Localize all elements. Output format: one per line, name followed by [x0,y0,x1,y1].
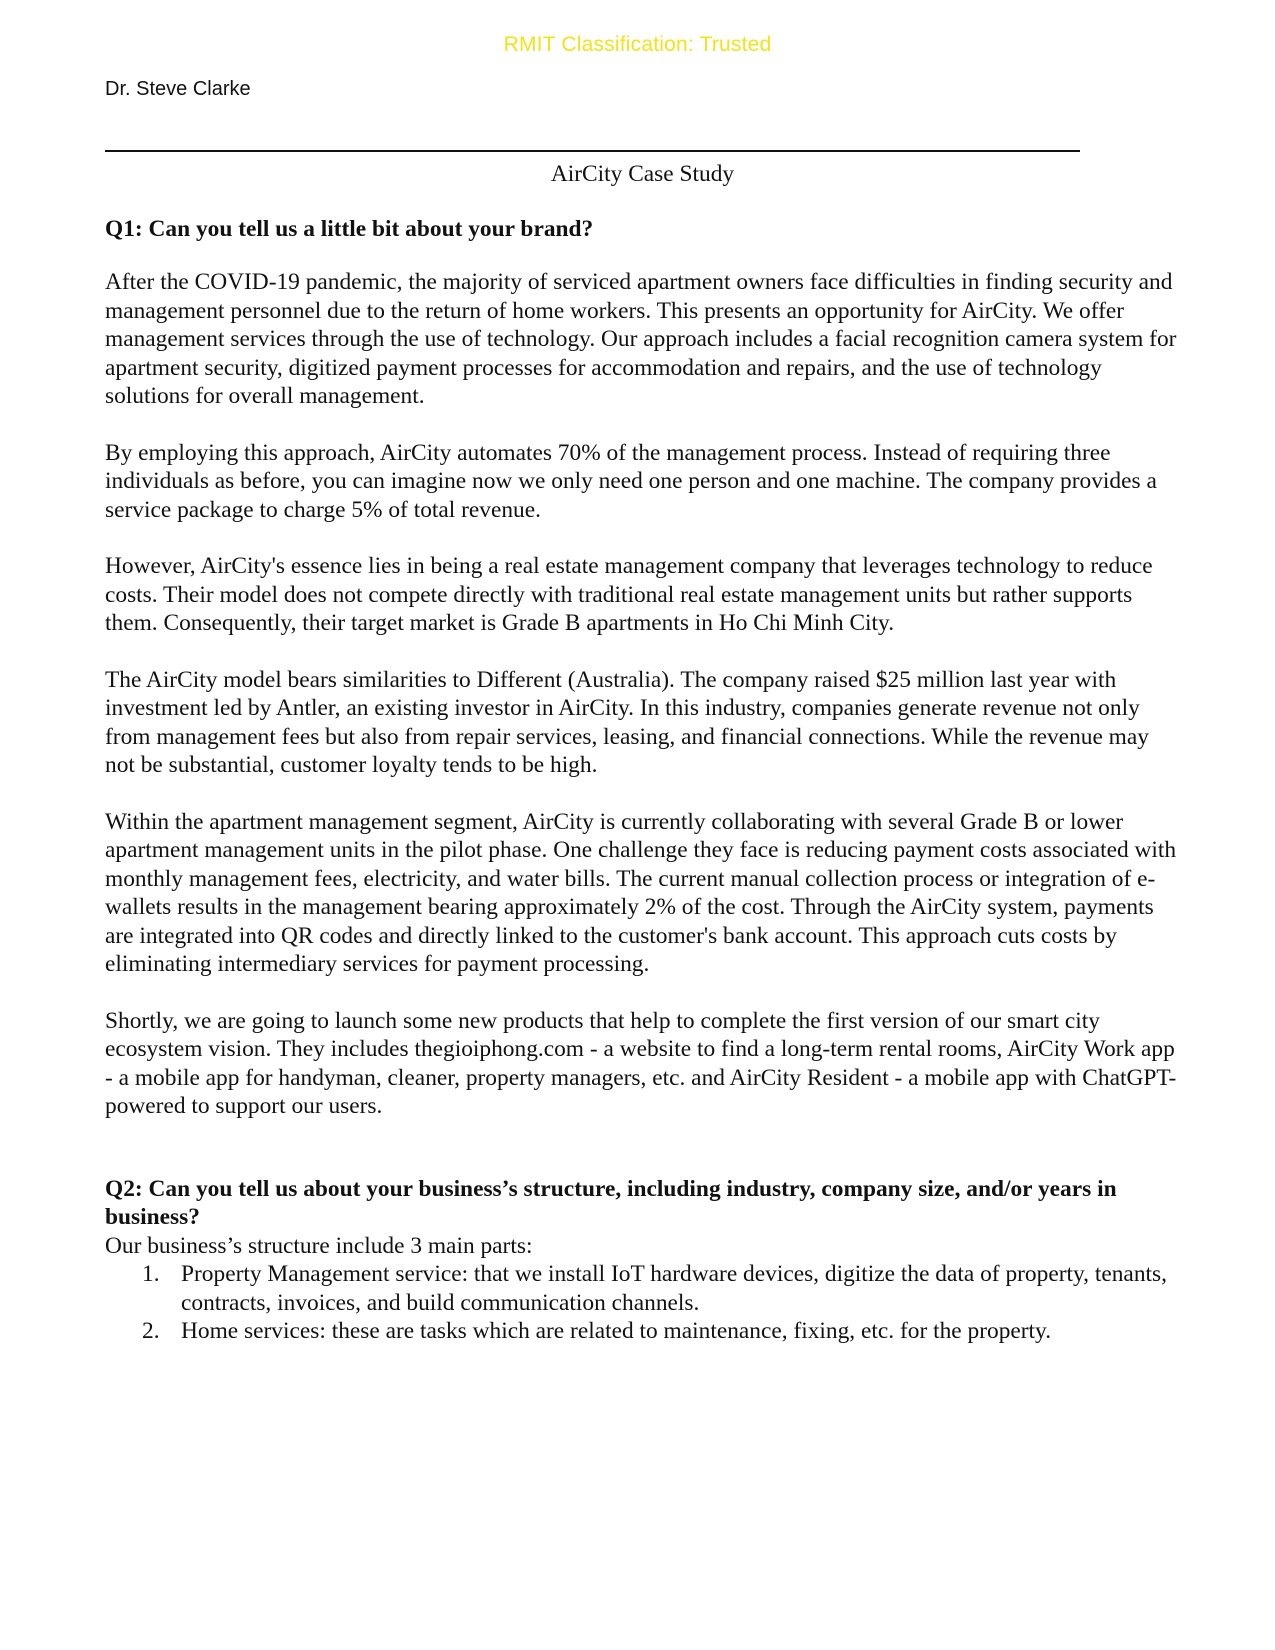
question-2-heading: Q2: Can you tell us about your business’s structure, including industry, company size, and/or years in business? [105,1175,1117,1230]
q1-paragraph: However, AirCity's essence lies in being a real estate management company that leverages technology to reduce costs. Their model does not compete directly with traditional real estate management units but rather supports them. Consequently, their target market is Grade B apartments in Ho Chi Minh City. [105,553,1153,636]
q2-structure-list [105,1260,1180,1346]
list-item-number: 1. [142,1261,160,1287]
classification-label: RMIT Classification: Trusted [503,33,772,56]
document-body [105,160,1180,1346]
list-item-number: 2. [142,1318,160,1344]
q1-paragraph: Shortly, we are going to launch some new products that help to complete the first version of our smart city ecosystem vision. They includes thegioiphong.com - a website to find a long-term rental rooms, AirCity Work app - a mobile app for handyman, cleaner, property managers, etc. and AirCity Resident - a mobile app with ChatGPT-powered to support our users. [105,1007,1177,1119]
author-name: Dr. Steve Clarke [105,78,251,100]
question-1-heading: Q1: Can you tell us a little bit about your brand? [105,215,594,242]
q1-paragraph: The AirCity model bears similarities to Different (Australia). The company raised $25 million last year with investment led by Antler, an existing investor in AirCity. In this industry, companies generate revenue not only from management fees but also from repair services, leasing, and financial connections. While the revenue may not be substantial, customer loyalty tends to be high. [105,666,1149,778]
list-item [105,1260,1180,1317]
header-divider [105,150,1080,152]
q1-paragraph: Within the apartment management segment, AirCity is currently collaborating with several Grade B or lower apartment management units in the pilot phase. One challenge they face is reducing payment costs associated with monthly management fees, electricity, and water bills. The current manual collection process or integration of e-wallets results in the management bearing approximately 2% of the cost. Through the AirCity system, payments are integrated into QR codes and directly linked to the customer's bank account. This approach cuts costs by eliminating intermediary services for payment processing. [105,808,1177,977]
list-item-text: Property Management service: that we install IoT hardware devices, digitize the data of property, tenants, contracts, invoices, and build communication channels. [181,1261,1167,1316]
q1-paragraph: After the COVID-19 pandemic, the majority of serviced apartment owners face difficulties in finding security and management personnel due to the return of home workers. This presents an opportunity for AirCity. We offer management services through the use of technology. Our approach includes a facial recognition camera system for apartment security, digitized payment processes for accommodation and repairs, and the use of technology solutions for overall management. [105,269,1177,409]
list-item [105,1317,1180,1346]
q1-paragraph: By employing this approach, AirCity automates 70% of the management process. Instead of requiring three individuals as before, you can imagine now we only need one person and one machine. The company provides a service package to charge 5% of total revenue. [105,439,1157,523]
q2-intro: Our business’s structure include 3 main parts: [105,1232,533,1259]
list-item-text: Home services: these are tasks which are related to maintenance, fixing, etc. for the property. [181,1318,1052,1344]
document-title: AirCity Case Study [550,161,735,187]
